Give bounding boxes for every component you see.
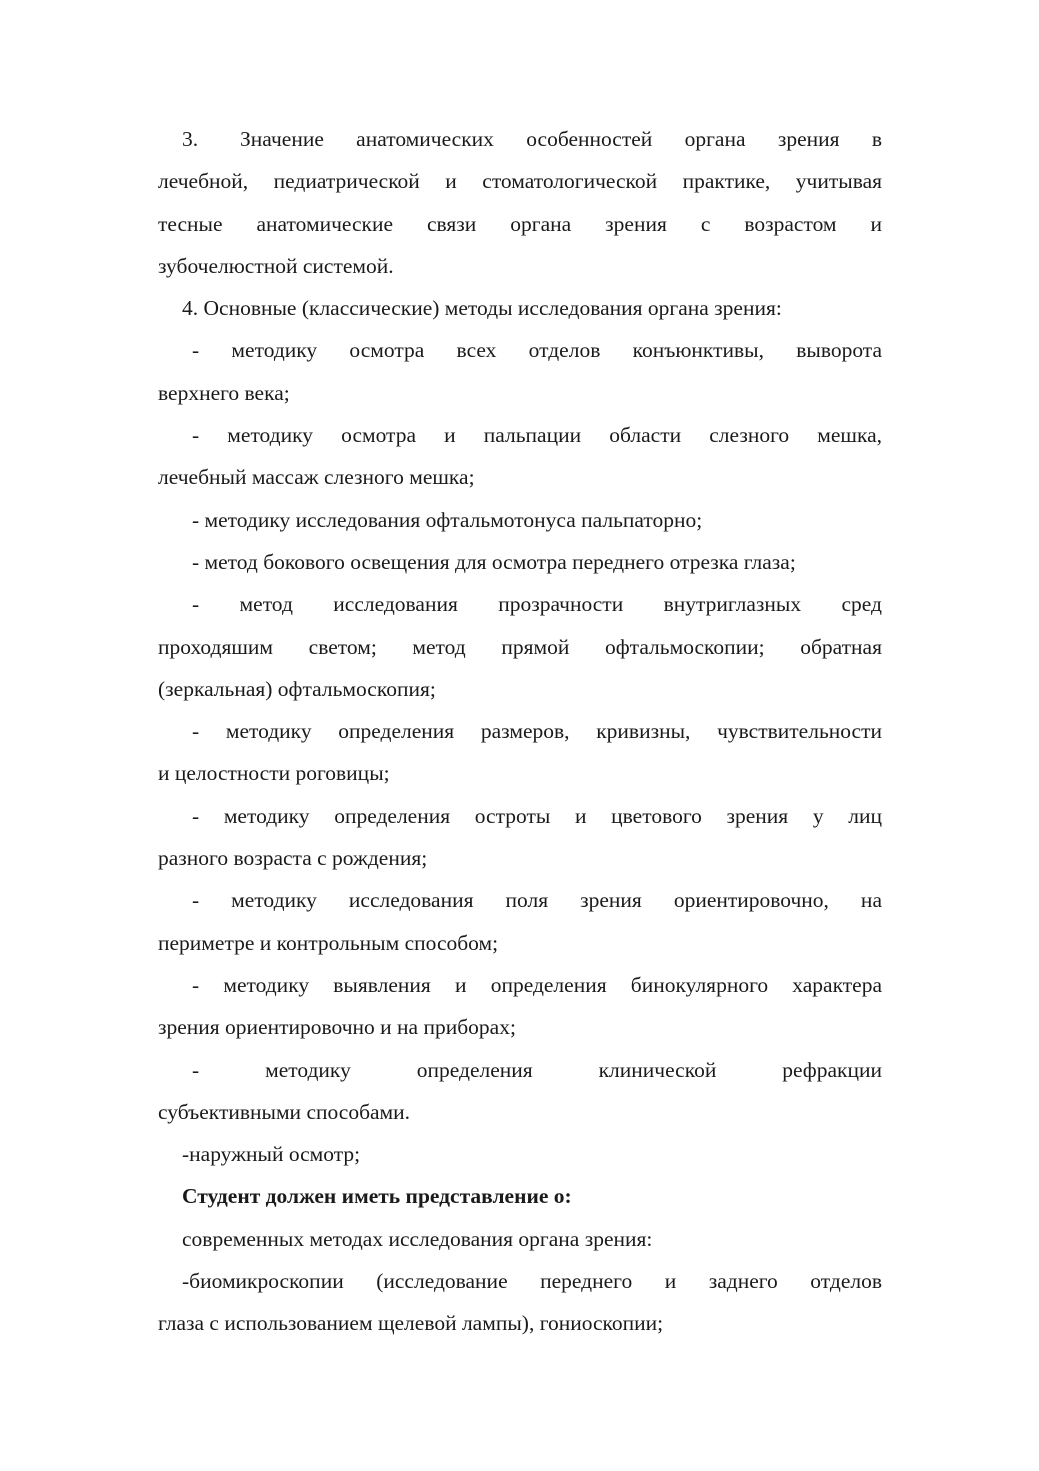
method-1-line-2: верхнего века; bbox=[158, 380, 290, 405]
method-5-line-2: проходяшим светом; метод прямой офтальмоскопии; обратная bbox=[158, 634, 882, 659]
document-page bbox=[158, 118, 882, 1345]
item-3-paragraph bbox=[158, 118, 882, 287]
biomicroscopy-paragraph bbox=[158, 1260, 882, 1345]
item-3-line-1: Значение анатомических особенностей органа зрения в bbox=[240, 127, 882, 151]
method-item bbox=[158, 879, 882, 964]
method-1-line-1: - методику осмотра всех отделов конъюнктивы, выворота bbox=[192, 338, 882, 363]
method-7-line-1: - методику определения остроты и цветового зрения у лиц bbox=[192, 803, 882, 828]
method-item bbox=[158, 795, 882, 880]
item-3-number: 3. bbox=[182, 127, 199, 151]
method-10-line-1: - методику определения клинической рефракции bbox=[192, 1057, 882, 1082]
method-item bbox=[158, 499, 882, 541]
method-10-line-2: субъективными способами. bbox=[158, 1099, 411, 1124]
external-exam-line: -наружный осмотр; bbox=[182, 1142, 361, 1167]
method-item bbox=[158, 583, 882, 710]
method-item bbox=[158, 541, 882, 583]
method-6-line-2: и целостности роговицы; bbox=[158, 761, 390, 786]
method-2-line-1: - методику осмотра и пальпации области слезного мешка, bbox=[192, 423, 882, 448]
method-2-line-2: лечебный массаж слезного мешка; bbox=[158, 465, 475, 490]
item-3-line-3: тесные анатомические связи органа зрения с возрастом и bbox=[158, 211, 882, 236]
biomicroscopy-line-2: глаза с использованием щелевой лампы), гониоскопии; bbox=[158, 1311, 664, 1336]
method-8-line-2: периметре и контрольным способом; bbox=[158, 930, 499, 955]
item-3-line-4: зубочелюстной системой. bbox=[158, 253, 394, 278]
method-item bbox=[158, 414, 882, 499]
method-item bbox=[158, 964, 882, 1049]
method-3-line-1: - методику исследования офтальмотонуса пальпаторно; bbox=[192, 507, 703, 532]
method-5-line-1: - метод исследования прозрачности внутриглазных сред bbox=[192, 592, 882, 617]
method-7-line-2: разного возраста с рождения; bbox=[158, 846, 428, 871]
item-3-line-2: лечебной, педиатрической и стоматологической практике, учитывая bbox=[158, 169, 882, 194]
methods-list bbox=[158, 329, 882, 1133]
method-9-line-1: - методику выявления и определения бинокулярного характера bbox=[192, 972, 882, 997]
method-item bbox=[158, 1049, 882, 1134]
method-9-line-2: зрения ориентировочно и на приборах; bbox=[158, 1015, 516, 1040]
modern-methods-line: современных методах исследования органа зрения: bbox=[182, 1226, 653, 1251]
item-4-heading: 4. Основные (классические) методы исследования органа зрения: bbox=[182, 296, 782, 321]
method-6-line-1: - методику определения размеров, кривизны, чувствительности bbox=[192, 719, 882, 744]
method-item bbox=[158, 710, 882, 795]
item-3-first-line bbox=[158, 118, 882, 160]
method-item bbox=[158, 329, 882, 414]
student-heading: Студент должен иметь представление о: bbox=[182, 1184, 572, 1209]
method-4-line-1: - метод бокового освещения для осмотра переднего отрезка глаза; bbox=[192, 549, 796, 574]
method-8-line-1: - методику исследования поля зрения ориентировочно, на bbox=[192, 888, 882, 913]
method-5-line-3: (зеркальная) офтальмоскопия; bbox=[158, 676, 436, 701]
biomicroscopy-line-1: -биомикроскопии (исследование переднего и заднего отделов bbox=[182, 1269, 882, 1294]
